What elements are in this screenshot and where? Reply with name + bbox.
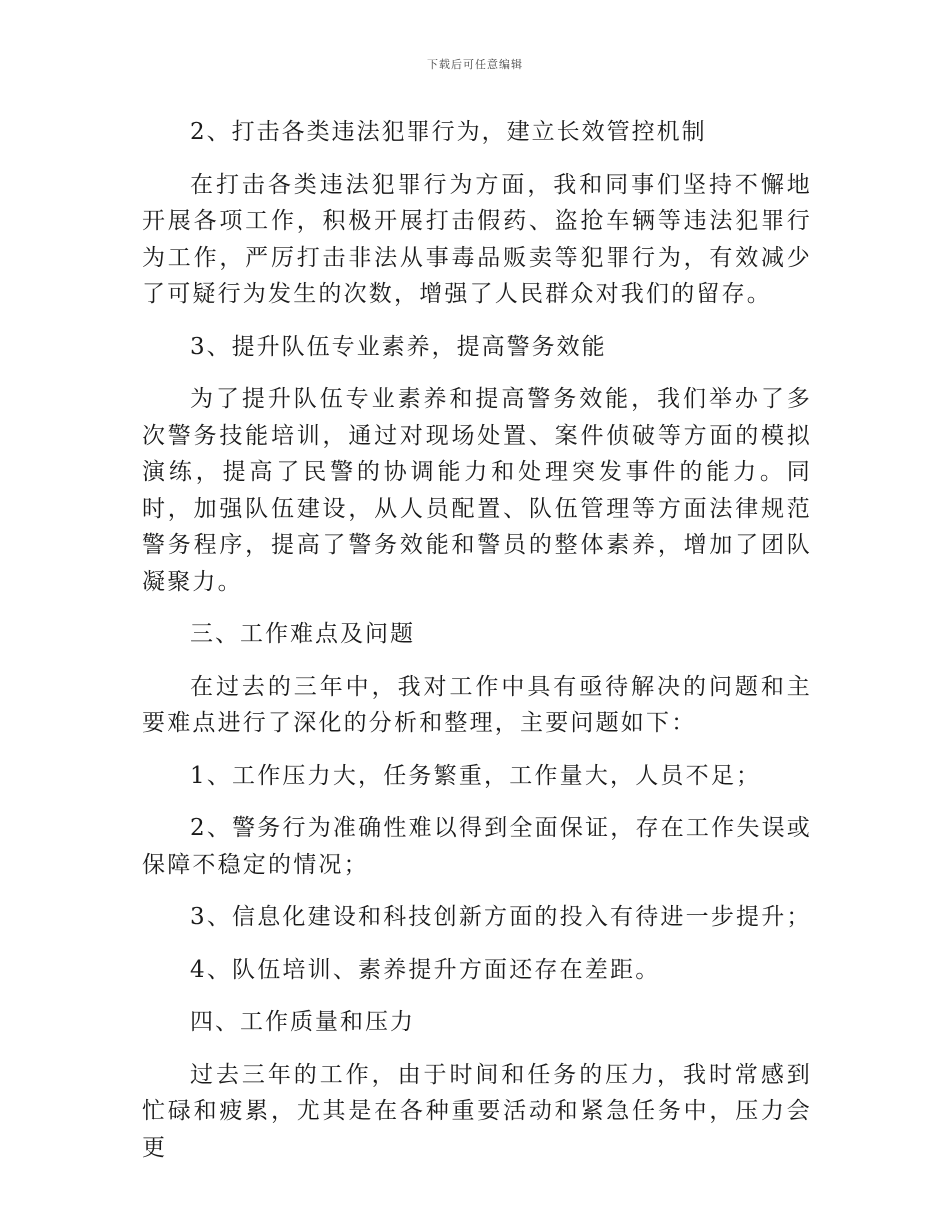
list-item: 1、工作压力大，任务繁重，工作量大，人员不足； [190,762,762,789]
body-paragraph: 为了提升队伍专业素养和提高警务效能，我们举办了多次警务技能培训，通过对现场处置、案件侦破等方面的模拟演练，提高了民警的协调能力和处理突发事件的能力。同时，加强队伍建设，从人员配置、队伍管理等方面法律规范警务程序，提高了警务效能和警员的整体素养，增加了团队凝聚力。 [142,386,812,595]
section-heading: 3、提升队伍专业素养，提高警务效能 [190,333,607,360]
list-item: 4、队伍培训、素养提升方面还存在差距。 [190,956,661,983]
page-header: 下载后可任意编辑 [427,58,523,71]
section-heading: 四、工作质量和压力 [190,1009,415,1035]
document-body [142,114,812,1182]
section-heading: 三、工作难点及问题 [190,621,415,647]
list-item: 3、信息化建设和科技创新方面的投入有待进一步提升； [190,904,812,930]
body-paragraph: 在打击各类违法犯罪行为方面，我和同事们坚持不懈地开展各项工作，积极开展打击假药、盗抢车辆等违法犯罪行为工作，严厉打击非法从事毒品贩卖等犯罪行为，有效减少了可疑行为发生的次数，增强了人民群众对我们的留存。 [142,171,812,307]
body-paragraph: 过去三年的工作，由于时间和任务的压力，我时常感到忙碌和疲累，尤其是在各种重要活动和紧急任务中，压力会更 [142,1061,812,1161]
list-item: 2、警务行为准确性难以得到全面保证，存在工作失误或保障不稳定的情况； [142,815,812,878]
body-paragraph: 在过去的三年中，我对工作中具有亟待解决的问题和主要难点进行了深化的分析和整理，主要问题如下： [142,673,812,736]
section-heading: 2、打击各类违法犯罪行为，建立长效管控机制 [190,119,707,145]
